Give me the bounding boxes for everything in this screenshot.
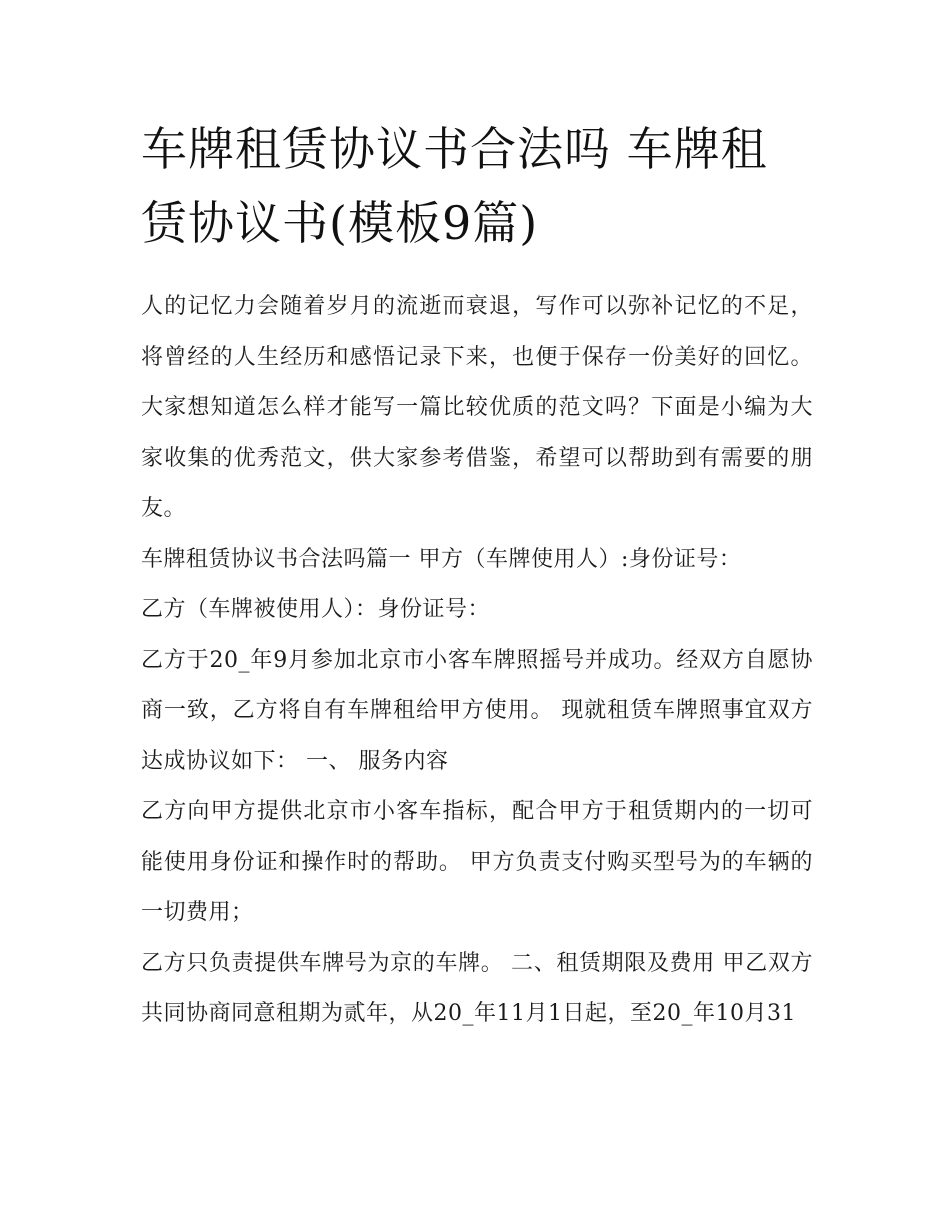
paragraph-service-content: 乙方向甲方提供北京市小客车指标，配合甲方于租赁期内的一切可能使用身份证和操作时的帮助。 甲方负责支付购买型号为的车辆的一切费用； xyxy=(141,799,813,925)
document-title: 车牌租赁协议书合法吗 车牌租赁协议书(模板9篇) xyxy=(141,122,768,250)
paragraph-party-b: 乙方（车牌被使用人）：身份证号： xyxy=(141,597,491,622)
paragraph-intro: 人的记忆力会随着岁月的流逝而衰退，写作可以弥补记忆的不足，将曾经的人生经历和感悟记录下来，也便于保存一份美好的回忆。大家想知道怎么样才能写一篇比较优质的范文吗？下面是小编为大家收集的优秀范文，供大家参考借鉴，希望可以帮助到有需要的朋友。 xyxy=(141,294,813,521)
paragraph-lease-term: 乙方只负责提供车牌号为京的车牌。 二、租赁期限及费用 甲乙双方共同协商同意租期为贰年，从20_年11月1日起，至20_年10月31 xyxy=(141,950,813,1026)
document-body xyxy=(141,282,813,1040)
paragraph-party-a: 车牌租赁协议书合法吗篇一 甲方（车牌使用人）:身份证号： xyxy=(141,546,742,572)
document-content xyxy=(141,112,813,1040)
paragraph-background: 乙方于20_年9月参加北京市小客车牌照摇号并成功。经双方自愿协商一致，乙方将自有车牌租给甲方使用。 现就租赁车牌照事宜双方达成协议如下： 一、 服务内容 xyxy=(141,647,813,774)
